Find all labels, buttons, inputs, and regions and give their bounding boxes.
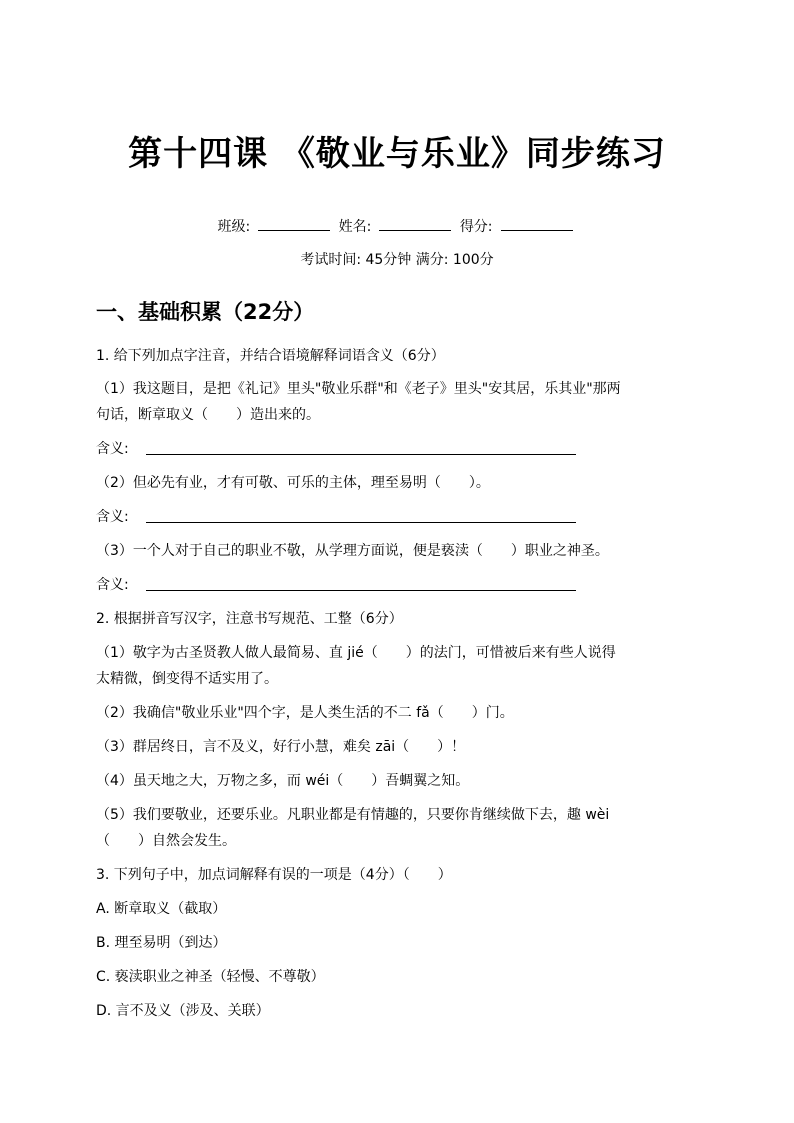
- q3-stem: 3. 下列句子中，加点词解释有误的一项是（4分）（ ）: [96, 867, 452, 883]
- q2-item1-line1: （1）敬字为古圣贤教人做人最简易、直 jié（ ）的法门，可惜被后来有些人说得: [96, 645, 616, 661]
- answer-label: 含义:: [96, 509, 129, 525]
- q3-option-d: D. 言不及义（涉及、关联）: [96, 1003, 270, 1019]
- score-label: 得分:: [459, 219, 493, 235]
- answer-label: 含义:: [96, 577, 129, 593]
- q1-item2: （2）但必先有业，才有可敬、可乐的主体，理至易明（ ）。: [96, 475, 490, 491]
- q3-option-b: B. 理至易明（到达）: [96, 935, 227, 951]
- q1-item1-line2: 句话，断章取义（ ）造出来的。: [96, 407, 320, 423]
- student-info-row: [0, 216, 794, 236]
- q2-item5-line1: （5）我们要敬业，还要乐业。凡职业都是有情趣的，只要你肯继续做下去，趣 wèi: [96, 807, 610, 823]
- q1-stem: 1. 给下列加点字注音，并结合语境解释词语含义（6分）: [96, 348, 445, 364]
- answer-line: [146, 454, 576, 455]
- exam-info: 考试时间: 45分钟 满分: 100分: [300, 252, 494, 268]
- q3-option-a: A. 断章取义（截取）: [96, 901, 227, 917]
- class-label: 班级:: [217, 219, 251, 235]
- answer-label: 含义:: [96, 441, 129, 457]
- q2-item4: （4）虽天地之大，万物之多，而 wéi（ ）吾蜩翼之知。: [96, 773, 470, 789]
- q2-item3: （3）群居终日，言不及义，好行小慧，难矣 zāi（ ）！: [96, 739, 466, 755]
- name-label: 姓名:: [338, 219, 372, 235]
- answer-line: [146, 590, 576, 591]
- class-blank: [258, 216, 330, 231]
- q3-option-c: C. 亵渎职业之神圣（轻慢、不尊敬）: [96, 969, 325, 985]
- answer-line: [146, 522, 576, 523]
- score-blank: [501, 216, 573, 231]
- q1-item1-line1: （1）我这题目，是把《礼记》里头"敬业乐群"和《老子》里头"安其居，乐其业"那两: [96, 381, 621, 397]
- q2-stem: 2. 根据拼音写汉字，注意书写规范、工整（6分）: [96, 611, 403, 627]
- name-blank: [379, 216, 451, 231]
- page-title: 第十四课 《敬业与乐业》同步练习: [128, 134, 666, 174]
- section-heading: 一、基础积累（22分）: [96, 300, 315, 324]
- q2-item5-line2: （ ）自然会发生。: [96, 833, 236, 849]
- q1-item3: （3）一个人对于自己的职业不敬，从学理方面说，便是亵渎（ ）职业之神圣。: [96, 543, 609, 559]
- q2-item1-line2: 太精微，倒变得不适实用了。: [96, 671, 278, 687]
- q2-item2: （2）我确信"敬业乐业"四个字，是人类生活的不二 fǎ（ ）门。: [96, 705, 514, 721]
